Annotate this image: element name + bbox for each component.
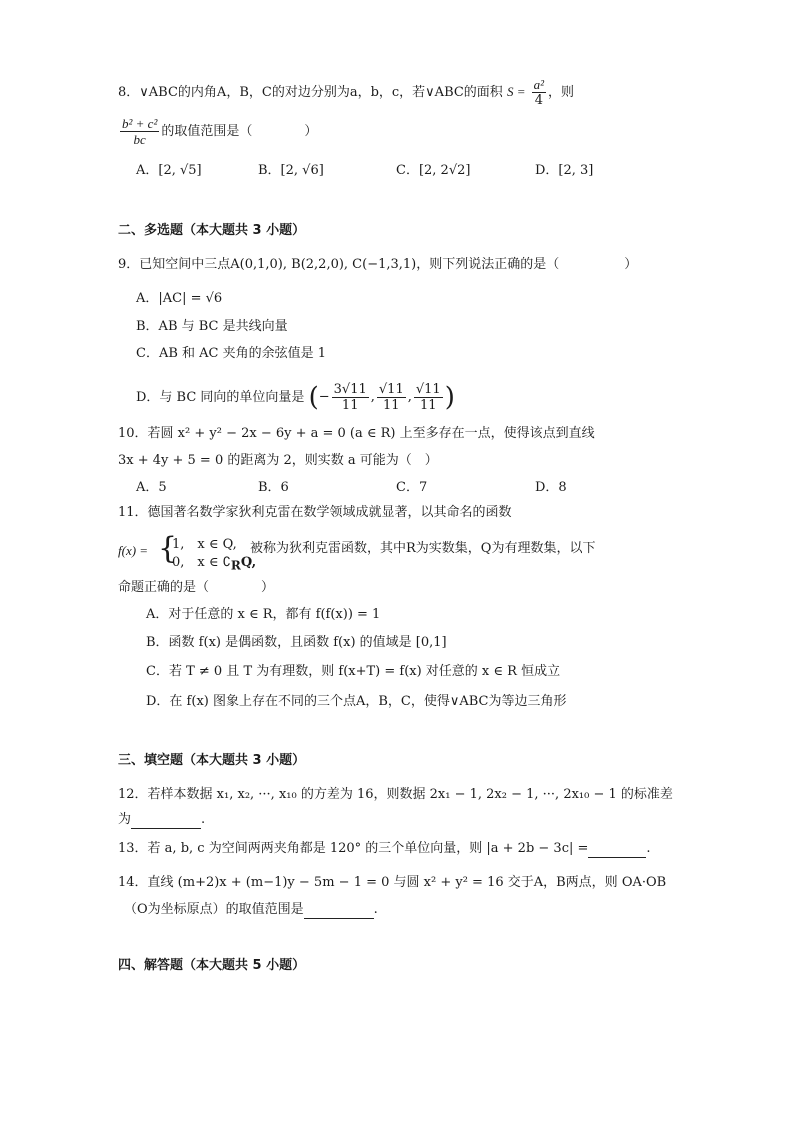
q11-option-c: C．若 T ≠ 0 且 T 为有理数，则 f(x+T) = f(x) 对任意的 x ∈ R 恒成立 — [146, 664, 561, 679]
q11-case-2-text: 0, x ∈ ∁ — [172, 555, 231, 570]
q10-option-c: C．7 — [396, 480, 428, 495]
q10-option-d: D．8 — [535, 480, 567, 495]
q14-line2-text: （O为坐标原点）的取值范围是 — [124, 902, 304, 917]
q9-comp3-den: 11 — [420, 398, 437, 413]
q8-area-fraction — [532, 77, 546, 108]
q13-stem — [118, 840, 651, 858]
q8-stem-line2 — [118, 116, 317, 147]
q8-ratio-frac-den: bc — [133, 132, 146, 147]
q10-option-b: B．6 — [258, 480, 289, 495]
q12-answer-blank[interactable] — [131, 814, 201, 829]
q9-option-b: B．AB 与 BC 是共线向量 — [136, 319, 288, 334]
q11-function-definition — [118, 532, 258, 572]
q9-option-d-comp2 — [377, 382, 406, 413]
q12-stem-line2 — [118, 811, 205, 829]
q11-function-label: f(x) = — [118, 543, 149, 558]
q11-option-b: B．函数 f(x) 是偶函数，且函数 f(x) 的值域是 [0,1] — [146, 635, 447, 650]
q9-option-d-comp1 — [332, 382, 369, 413]
q14-stem-line1: 14．直线 (m+2)x + (m−1)y − 5m − 1 = 0 与圆 x² + y² = 16 交于A，B两点，则 OA·OB — [118, 875, 667, 890]
section-heading-fill-in: 三、填空题（本大题共 3 小题） — [118, 753, 306, 768]
q9-stem: 9．已知空间中三点A(0,1,0), B(2,2,0), C(−1,3,1)，则下列说法正确的是（ ） — [118, 257, 638, 272]
q9-option-c: C．AB 和 AC 夹角的余弦值是 1 — [136, 346, 327, 361]
q10-option-a: A．5 — [136, 480, 167, 495]
q11-stem-line2: 被称为狄利克雷函数，其中R为实数集，Q为有理数集，以下 — [250, 541, 596, 556]
q8-option-c: C．[2, 2√2] — [396, 163, 471, 178]
q11-case-2-sub: R — [230, 558, 241, 573]
q14-line2-end: . — [373, 902, 378, 917]
q9-comp1-num: 3√11 — [333, 382, 367, 397]
q13-end: . — [646, 841, 651, 856]
q11-stem-line1: 11．德国著名数学家狄利克雷在数学领域成就显著，以其命名的函数 — [118, 505, 512, 520]
q9-comma-1: , — [370, 389, 375, 405]
q8-ratio-frac-num: b² + c² — [122, 116, 158, 131]
q11-stem-line3: 命题正确的是（ ） — [118, 580, 275, 595]
q9-option-d-text: D．与 BC 同向的单位向量是 — [136, 390, 305, 405]
q11-option-a: A．对于任意的 x ∈ R，都有 f(f(x)) = 1 — [146, 607, 381, 622]
q9-comp3-num: √11 — [415, 382, 441, 397]
q14-answer-blank[interactable] — [304, 904, 374, 919]
q12-line2-end: . — [201, 812, 206, 827]
section-heading-multiple-choice: 二、多选题（本大题共 3 小题） — [118, 223, 306, 238]
q11-left-brace: { — [158, 531, 178, 566]
q11-case-2-end: Q, — [240, 555, 257, 570]
q9-comp2-num: √11 — [378, 382, 404, 397]
q9-option-d-vector: ( — [308, 382, 319, 413]
section-heading-solutions: 四、解答题（本大题共 5 小题） — [118, 958, 306, 973]
q8-stem-line1 — [118, 77, 574, 108]
q9-option-a: A．|AC| = √6 — [136, 291, 223, 306]
q11-case-1: 1, x ∈ Q, — [172, 537, 237, 552]
q8-stem-pre: 8． — [118, 85, 140, 100]
q12-line2-text: 为 — [118, 812, 132, 827]
q8-option-a: A．[2, √5] — [136, 163, 202, 178]
q10-stem-line2: 3x + 4y + 5 = 0 的距离为 2，则实数 a 可能为（ ） — [118, 453, 438, 468]
q11-option-d: D．在 f(x) 图象上存在不同的三个点A，B，C，使得∨ABC为等边三角形 — [146, 694, 567, 709]
q9-option-d — [136, 382, 455, 413]
q8-stem-tail: ，则 — [548, 85, 575, 100]
q8-option-b: B．[2, √6] — [258, 163, 324, 178]
q14-stem-line2 — [124, 901, 378, 919]
q9-option-d-minus: − — [318, 389, 330, 405]
q10-stem-line1: 10．若圆 x² + y² − 2x − 6y + a = 0 (a ∈ R) 上至多存在一点，使得该点到直线 — [118, 426, 595, 441]
q8-option-d: D．[2, 3] — [535, 163, 594, 178]
q11-case-2 — [172, 551, 256, 573]
q8-ratio-fraction — [120, 116, 159, 147]
q9-comp2-den: 11 — [383, 398, 400, 413]
q8-line2-text: 的取值范围是（ ） — [161, 124, 318, 139]
q9-comma-2: , — [407, 389, 412, 405]
q9-option-d-comp3 — [414, 382, 443, 413]
q13-text: 13．若 a, b, c 为空间两两夹角都是 120° 的三个单位向量，则 |a + 2b − 3c| = — [118, 841, 589, 856]
q9-comp1-den: 11 — [341, 398, 359, 413]
q12-stem-line1: 12．若样本数据 x₁, x₂, ···, x₁₀ 的方差为 16，则数据 2x₁ − 1, 2x₂ − 1, ···, 2x₁₀ − 1 的标准差 — [118, 787, 673, 802]
q8-stem-text: ∨ABC的内角A，B，C的对边分别为a，b，c，若∨ABC的面积 — [139, 85, 503, 100]
q8-area-frac-den: 4 — [534, 93, 543, 108]
q9-option-d-vector-close: ) — [444, 382, 455, 413]
q13-answer-blank[interactable] — [588, 843, 646, 858]
q8-area-frac-num: a² — [533, 77, 545, 92]
q8-area-symbol: S = — [506, 84, 526, 99]
